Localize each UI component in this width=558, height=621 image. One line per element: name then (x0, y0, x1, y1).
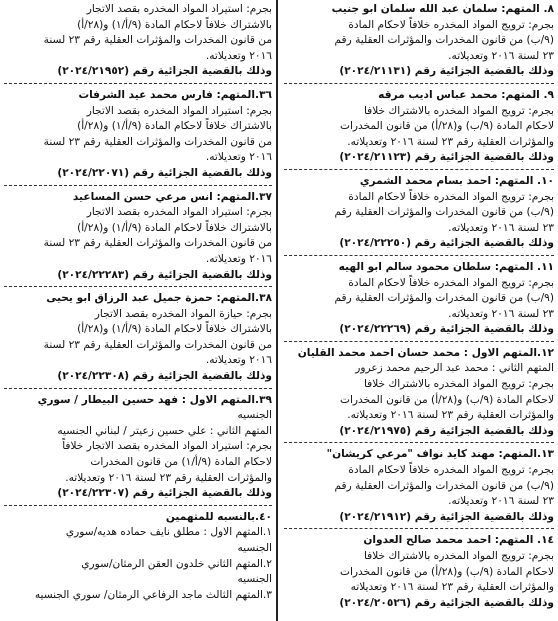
entry-text-line: بجرم: حيازة المواد المخدره بقصد الاتجار (94, 307, 272, 320)
entry-text-line: والمؤثرات العقلية رقم ٢٣ لسنة ٢٠١٦ وتعديلاته. (347, 409, 554, 422)
entry-separator (4, 388, 272, 389)
entry-text-line: بجرم: استيراد المواد المخدره بقصد الاتجار (86, 104, 272, 117)
entry-text-line: لاحكام المادة (٩/أ/١) من قانون المخدرات (90, 456, 272, 469)
entry-text-line: بجرم: ترويج المواد المخدره بالاشتراك خلافا (363, 378, 554, 391)
entry-text-line: بجرم: استيراد المواد المخدره بقصد الاتجار (86, 3, 272, 15)
entry-text-line: لاحكام المادة (٩/ب) و(٢٨/أ) من قانون المخدرات (340, 565, 554, 578)
entry-text-line: لاحكام المادة (٩/ب) و(٢٨/أ) من قانون المخدرات (340, 120, 554, 133)
entry-text-line: بجرم: ترويج المواد المخدره خلافاً لاحكام المادة (348, 464, 554, 477)
defendant-heading: ٣٧.المتهم: انس مرعي حسن المساعيد (72, 190, 272, 203)
entry-text-line: (٩/ب) من قانون المخدرات والمؤثرات العقلية رقم (334, 34, 554, 47)
entry-text-line: ٢٠١٦ وتعديلاته. (205, 151, 272, 164)
entry-text-line: بجرم: استيراد المواد المخدره بقصد الاتجار خلافاً (62, 440, 272, 453)
entry-text-line: ٢٣ لسنة ٢٠١٦ وتعديلاته. (448, 307, 554, 320)
entry-text-line: بالاشتراك خلافاً لاحكام المادة (٩/أ/١) و(٢٨/أ) (77, 18, 272, 31)
case-entry (4, 510, 272, 604)
entry-text-line: من قانون المخدرات والمؤثرات العقلية رقم ٢٣ لسنة (43, 338, 272, 351)
entry-text-line: ٢٣ لسنة ٢٠١٦ وتعديلاته. (448, 49, 554, 62)
entry-separator (284, 255, 554, 256)
entry-text-line: والمؤثرات العقلية رقم ٢٣ لسنة ٢٠١٦ وتعديلاته. (347, 135, 554, 148)
entry-text-line: والمؤثرات العقلية رقم ٢٣ لسنة ٢٠١٦ وتعديلاته. (65, 471, 272, 484)
left-column (0, 0, 276, 621)
defendant-heading: ١٠. المتهم: احمد بسام محمد الشمري (359, 174, 554, 187)
defendant-heading: ١٣.المتهم: مهند كايد نواف "مرعي كريشان" (326, 448, 554, 461)
entry-separator (284, 341, 554, 342)
case-entry (284, 174, 554, 252)
entry-text-line: بالاشتراك خلافاً لاحكام المادة (٩/أ/١) و(٢٨/أ) (77, 120, 272, 133)
defendant-heading: ٤٠.بالنسبه للمتهمين (165, 510, 272, 523)
case-entry (284, 260, 554, 338)
case-entry (284, 533, 554, 611)
entry-separator (4, 505, 272, 506)
entry-separator (284, 442, 554, 443)
case-number-line: وذلك بالقضية الجزائية رقم (٢٠٢٤/٢٢٣٠٨) (57, 370, 272, 383)
entry-text-line: ٢٣ لسنة ٢٠١٦ وتعديلاته. (448, 495, 554, 508)
entry-text-line: بجرم: استيراد المواد المخدره بقصد الاتجار (86, 206, 272, 219)
entry-text-line: بجرم: ترويج المواد المخدره بالاشتراك خلافا (363, 550, 554, 562)
case-number-line: وذلك بالقضية الجزائية رقم (٢٠٢٤/٢٢٠٧١) (57, 166, 272, 179)
right-column (280, 0, 558, 621)
defendant-heading: ٣٩.المتهم الاول : فهد حسين البيطار / سوري (37, 393, 272, 406)
entry-separator (4, 286, 272, 287)
entry-separator (284, 528, 554, 529)
entry-text-line: الجنسيه (237, 409, 272, 422)
case-entry (4, 393, 272, 502)
entry-text-line: ٢.المتهم الثاني خلدون العقن الرمثان/سوري (81, 557, 272, 570)
entry-text-line: بجرم: ترويج المواد المخدره بالاشتراك خلافا (363, 104, 554, 117)
defendant-heading: ١١. المتهم: سلطان محمود سالم ابو الهيه (338, 260, 554, 273)
entry-text-line: بجرم: ترويج المواد المخدره خلافاً لاحكام المادة (348, 276, 554, 289)
case-number-line: وذلك بالقضية الجزائية رقم (٢٠٢٤/٢١١٢٣) (339, 151, 554, 164)
entry-text-line: والمؤثرات العقلية رقم ٢٣ لسنة ٢٠١٦ وتعديلاته (350, 581, 554, 594)
entry-separator (4, 83, 272, 84)
entry-text-line: من قانون المخدرات والمؤثرات العقلية رقم ٢٣ لسنة (43, 34, 272, 47)
entry-text-line: ٢٠١٦ وتعديلاته. (205, 354, 272, 367)
entry-text-line: بجرم: ترويج المواد المخدره خلافاً لاحكام المادة (348, 18, 554, 31)
entry-separator (284, 169, 554, 170)
entry-text-line: ٢٣ لسنة ٢٠١٦ وتعديلاته. (448, 221, 554, 234)
entry-text-line: من قانون المخدرات والمؤثرات العقلية رقم ٢٣ لسنة (43, 135, 272, 148)
entry-text-line: ٢٠١٦ وتعديلاته. (205, 49, 272, 62)
defendant-heading: ١٤. المتهم: احمد محمد صالح العدوان (363, 534, 554, 547)
case-entry (4, 88, 272, 182)
case-entry (4, 2, 272, 80)
case-entry (284, 88, 554, 166)
entry-separator (4, 185, 272, 186)
entry-text-line: المتهم الثاني : علي حسين زعيتر / لبناني الجنسيه (57, 424, 272, 437)
case-entry (284, 346, 554, 440)
entry-text-line: بجرم: ترويج المواد المخدره خلافاً لاحكام المادة (348, 190, 554, 203)
case-number-line: وذلك بالقضية الجزائية رقم (٢٠٢٤/٢١٩٧٥) (339, 424, 554, 437)
entry-text-line: بالاشتراك خلافاً لاحكام المادة (٩/أ/١) و(٢٨/أ) (77, 323, 272, 336)
entry-text-line: (٩/ب) من قانون المخدرات والمؤثرات العقلية رقم (334, 206, 554, 219)
case-number-line: وذلك بالقضية الجزائية رقم (٢٠٢٤/٢١٩٥٢) (57, 65, 272, 78)
entry-text-line: الجنسيه (237, 542, 272, 554)
entry-text-line: بالاشتراك خلافاً لاحكام المادة (٩/أ/١) و(٢٨/أ) (77, 221, 272, 234)
defendant-heading: ٩. المتهم: محمد عباس اديب مرقه (378, 88, 554, 101)
entry-text-line: ٢٠١٦ وتعديلاته. (205, 252, 272, 265)
column-divider (276, 0, 278, 621)
entry-text-line: (٩/ب) من قانون المخدرات والمؤثرات العقلية رقم (334, 292, 554, 305)
entry-text-line: المتهم الثاني : محمد عبد الرحيم محمد زعرور (355, 362, 554, 375)
case-number-line: وذلك بالقضية الجزائية رقم (٢٠٢٤/٢١١٣١) (339, 65, 554, 78)
case-number-line: وذلك بالقضية الجزائية رقم (٢٠٢٤/٢١٩١٢) (339, 510, 554, 523)
case-entry (4, 291, 272, 385)
entry-text-line: من قانون المخدرات والمؤثرات العقلية رقم ٢٣ لسنة (43, 237, 272, 250)
case-number-line: وذلك بالقضية الجزائية رقم (٢٠٢٤/٢٢٢٥٠) (339, 237, 554, 250)
entry-text-line: ١.المتهم الاول : مطلق نايف حماده هديه/سوري (65, 526, 272, 539)
entry-text-line: (٩/ب) من قانون المخدرات والمؤثرات العقلية رقم (334, 479, 554, 492)
case-entry (284, 2, 554, 80)
entry-text-line: لاحكام المادة (٩/ب) و(٢٨/أ) من قانون المخدرات (340, 393, 554, 406)
entry-text-line: الجنسيه (237, 573, 272, 586)
case-number-line: وذلك بالقضية الجزائية رقم (٢٠٢٤/٢٢٣٠٧) (57, 487, 272, 500)
entry-text-line: ٣.المتهم الثالث ماجد الرفاعي الرمثان/ سوري الجنسيه (34, 588, 272, 601)
case-number-line: وذلك بالقضية الجزائية رقم (٢٠٢٤/٢٢٢٦٩) (339, 323, 554, 336)
case-entry (4, 190, 272, 284)
case-number-line: وذلك بالقضية الجزائية رقم (٢٠٢٤/٢٢٢٨٣) (57, 268, 272, 281)
entry-separator (284, 83, 554, 84)
defendant-heading: ٨. المتهم: سلمان عبد الله سلمان ابو جنيب (331, 3, 554, 15)
case-number-line: وذلك بالقضية الجزائية رقم (٢٠٢٤/٢٠٥٢٦) (339, 596, 554, 609)
case-entry (284, 447, 554, 525)
defendant-heading: ٣٦.المتهم: فارس محمد عيد الشرفات (78, 88, 272, 101)
defendant-heading: ٣٨.المتهم: حمزة جميل عبد الرزاق ابو يحيى (46, 292, 272, 305)
defendant-heading: ١٢.المتهم الاول : محمد حسان احمد محمد القليان (297, 346, 554, 359)
